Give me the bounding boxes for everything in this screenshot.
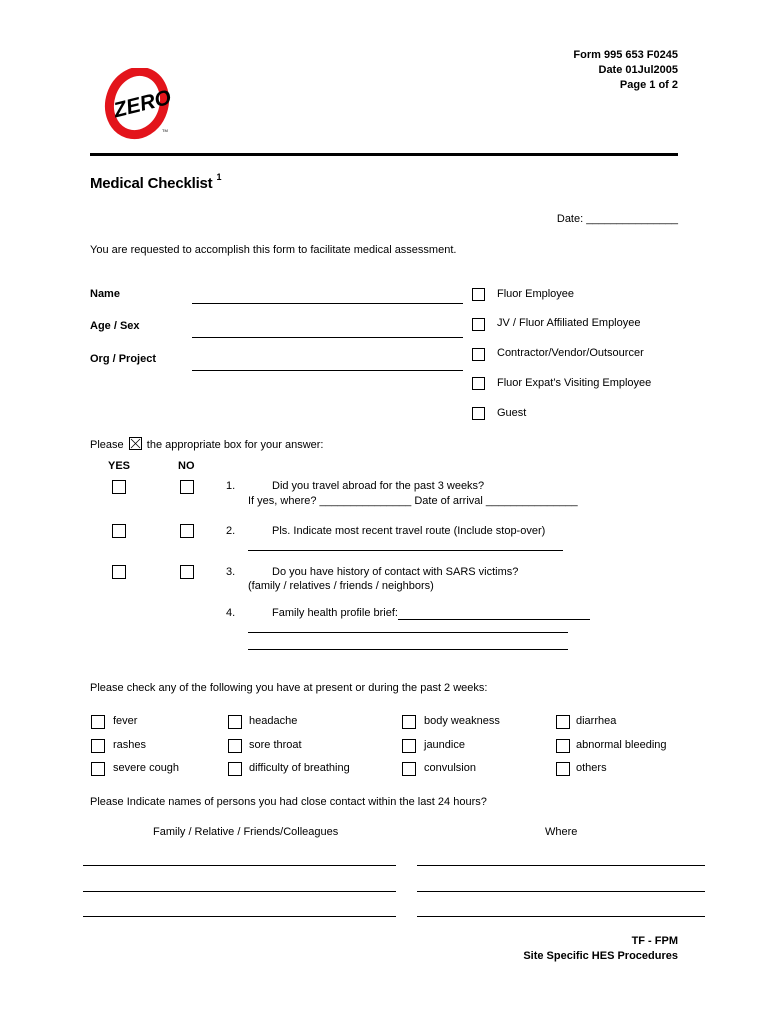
age-sex-field[interactable] [192, 337, 463, 338]
checkbox-abnormal-bleeding[interactable] [556, 739, 570, 753]
zero-logo [104, 68, 176, 140]
contacts-prompt: Please Indicate names of persons you had close contact within the last 24 hours? [90, 796, 487, 808]
q2-number: 2. [226, 525, 236, 537]
label-body-weakness: body weakness [424, 715, 500, 727]
q2-no-checkbox[interactable] [180, 524, 194, 538]
contact-person-line-2[interactable] [83, 891, 396, 892]
checkbox-rashes[interactable] [91, 739, 105, 753]
q4-number: 4. [226, 607, 236, 619]
header-rule [90, 153, 678, 156]
label-rashes: rashes [113, 739, 147, 751]
checkbox-sore-throat[interactable] [228, 739, 242, 753]
age-sex-label: Age / Sex [90, 320, 140, 332]
contact-person-line-1[interactable] [83, 865, 396, 866]
page-number: Page 1 of 2 [619, 79, 678, 91]
contact-where-line-1[interactable] [417, 865, 705, 866]
contact-person-line-3[interactable] [83, 916, 396, 917]
footer-line-1: TF - FPM [631, 935, 678, 947]
contact-where-line-2[interactable] [417, 891, 705, 892]
q1-text: Did you travel abroad for the past 3 weeks? [272, 480, 485, 492]
contact-where-line-3[interactable] [417, 916, 705, 917]
form-number: Form 995 653 F0245 [573, 49, 678, 61]
q3-text: Do you have history of contact with SARS victims? [272, 566, 519, 578]
label-diarrhea: diarrhea [576, 715, 617, 727]
q3-no-checkbox[interactable] [180, 565, 194, 579]
q2-text: Pls. Indicate most recent travel route (Include stop-over) [272, 525, 546, 537]
q2-answer-line[interactable] [248, 550, 563, 551]
label-headache: headache [249, 715, 298, 727]
label-convulsion: convulsion [424, 762, 476, 774]
checkbox-fever[interactable] [91, 715, 105, 729]
q3-yes-checkbox[interactable] [112, 565, 126, 579]
page-title: Medical Checklist $^1$ [90, 172, 222, 192]
label-sore-throat: sore throat [249, 739, 302, 751]
label-guest: Guest [497, 407, 527, 419]
label-jaundice: jaundice [424, 739, 465, 751]
zero-logo-icon [104, 68, 176, 140]
name-field[interactable] [192, 303, 463, 304]
q1-number: 1. [226, 480, 236, 492]
q4-text: Family health profile brief: [272, 607, 398, 619]
q1-subtext[interactable]: If yes, where? _______________ Date of arrival _______________ [248, 495, 578, 507]
checkbox-body-weakness[interactable] [402, 715, 416, 729]
org-project-label: Org / Project [90, 353, 157, 365]
footer-line-2: Site Specific HES Procedures [523, 950, 678, 962]
checkbox-expat[interactable] [472, 377, 485, 390]
yes-header: YES [108, 460, 131, 472]
no-header: NO [178, 460, 195, 472]
q4-answer-line-2[interactable] [248, 632, 568, 633]
label-severe-cough: severe cough [113, 762, 180, 774]
checkbox-headache[interactable] [228, 715, 242, 729]
symptoms-prompt: Please check any of the following you have at present or during the past 2 weeks: [90, 682, 488, 694]
label-expat: Fluor Expat’s Visiting Employee [497, 377, 652, 389]
logo-text: ZERO [111, 85, 174, 123]
q3-number: 3. [226, 566, 236, 578]
label-abnormal-bleeding: abnormal bleeding [576, 739, 667, 751]
label-difficulty-breathing: difficulty of breathing [249, 762, 350, 774]
contacts-column-where: Where [545, 826, 578, 838]
q1-yes-checkbox[interactable] [112, 480, 126, 494]
checkbox-convulsion[interactable] [402, 762, 416, 776]
label-contractor: Contractor/Vendor/Outsourcer [497, 347, 644, 359]
label-others: others [576, 762, 607, 774]
q4-answer-line-1[interactable] [398, 619, 590, 620]
q4-answer-line-3[interactable] [248, 649, 568, 650]
q2-yes-checkbox[interactable] [112, 524, 126, 538]
q1-no-checkbox[interactable] [180, 480, 194, 494]
label-fluor-employee: Fluor Employee [497, 288, 575, 300]
checkbox-guest[interactable] [472, 407, 485, 420]
svg-text:TM: TM [162, 128, 168, 133]
q3-subtext: (family / relatives / friends / neighbors) [248, 580, 434, 592]
checkbox-diarrhea[interactable] [556, 715, 570, 729]
form-date: Date 01Jul2005 [598, 64, 678, 76]
instruction-line: Please the appropriate box for your answer: [90, 439, 324, 451]
contacts-column-persons: Family / Relative / Friends/Colleagues [153, 826, 339, 838]
checkbox-fluor-employee[interactable] [472, 288, 485, 301]
checkbox-jaundice[interactable] [402, 739, 416, 753]
checkbox-jv-employee[interactable] [472, 318, 485, 331]
date-field[interactable]: Date: _______________ [556, 213, 678, 225]
crossed-box-icon [129, 437, 142, 450]
org-project-field[interactable] [192, 370, 463, 371]
label-jv-employee: JV / Fluor Affiliated Employee [497, 317, 641, 329]
checkbox-others[interactable] [556, 762, 570, 776]
checkbox-severe-cough[interactable] [91, 762, 105, 776]
label-fever: fever [113, 715, 138, 727]
checkbox-difficulty-breathing[interactable] [228, 762, 242, 776]
name-label: Name [90, 288, 120, 300]
checkbox-contractor[interactable] [472, 348, 485, 361]
intro-text: You are requested to accomplish this form to facilitate medical assessment. [90, 244, 457, 256]
